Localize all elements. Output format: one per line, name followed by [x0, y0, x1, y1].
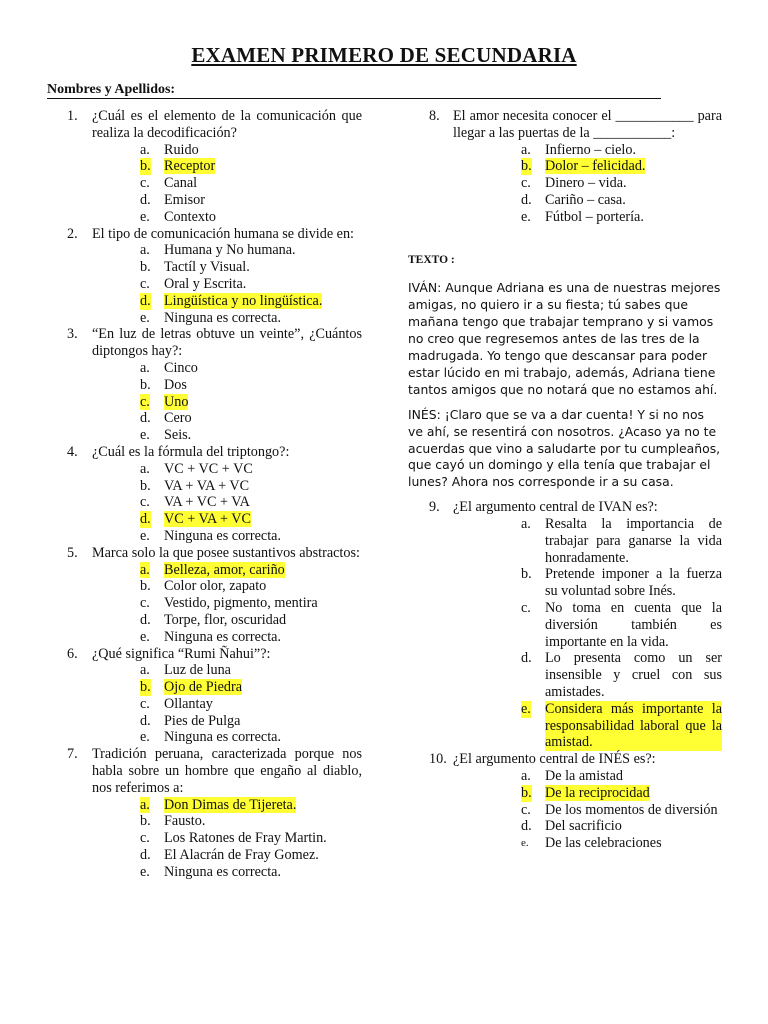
option-letter: d. — [521, 650, 532, 667]
option-text: Ollantay — [164, 695, 213, 712]
option-text: Tactíl y Visual. — [164, 259, 250, 276]
question-number: 10. — [429, 751, 447, 768]
option-text: Vestido, pigmento, mentira — [164, 595, 318, 612]
answer-option — [453, 566, 722, 600]
answer-option — [453, 818, 722, 835]
question-text: ¿El argumento central de INÉS es?: — [453, 751, 656, 768]
option-letter: e. — [140, 427, 150, 444]
highlighted-answer: VC + VA + VC — [164, 511, 251, 528]
option-letter: b. — [140, 477, 151, 494]
question-number: 1. — [67, 108, 78, 124]
question-number: 9. — [429, 499, 440, 516]
answer-option — [92, 461, 362, 478]
texto-label: TEXTO : — [408, 253, 455, 266]
highlighted-answer: Considera más importante la responsabilidad laboral que la amistad. — [545, 700, 722, 751]
highlighted-answer: Don Dimas de Tijereta. — [164, 796, 297, 813]
option-text: Torpe, flor, oscuridad — [164, 611, 287, 628]
question-number: 5. — [67, 544, 78, 561]
option-text: Ninguna es correcta. — [164, 729, 281, 746]
option-text: Ninguna es correcta. — [164, 628, 281, 645]
answer-options — [92, 662, 362, 746]
answer-option — [92, 813, 362, 830]
option-letter: a. — [140, 242, 150, 259]
question-number: 8. — [429, 108, 440, 124]
answer-options — [92, 242, 362, 326]
answer-option — [92, 394, 362, 411]
option-text: Contexto — [164, 208, 217, 225]
option-text: Cariño – casa. — [545, 191, 626, 208]
option-text: Ruido — [164, 141, 199, 158]
option-text: Cero — [164, 410, 192, 427]
answer-option — [92, 528, 362, 545]
answer-options — [453, 142, 722, 226]
question-text: ¿Cuál es el elemento de la comunicación que realiza la decodificación? — [92, 108, 362, 141]
answer-option — [453, 650, 722, 700]
option-letter: a. — [140, 359, 150, 376]
answer-option — [92, 276, 362, 293]
option-text: Infierno – cielo. — [545, 141, 636, 158]
question-text: ¿Cuál es la fórmula del triptongo?: — [92, 443, 290, 460]
option-letter: e. — [521, 837, 529, 850]
answer-option — [92, 192, 362, 209]
answer-option — [92, 310, 362, 327]
option-letter: e. — [140, 863, 150, 880]
option-letter: b. — [140, 578, 151, 595]
option-letter: a. — [140, 561, 150, 578]
option-letter: c. — [140, 494, 150, 511]
highlighted-answer: Lingüística y no lingüística. — [164, 292, 323, 309]
option-text: Ninguna es correcta. — [164, 309, 281, 326]
answer-option — [92, 864, 362, 881]
option-letter: a. — [140, 662, 150, 679]
answer-options — [92, 142, 362, 226]
option-text: Color olor, zapato — [164, 578, 267, 595]
answer-option — [92, 175, 362, 192]
option-letter: a. — [521, 141, 531, 158]
answer-option — [92, 797, 362, 814]
option-letter: c. — [140, 695, 150, 712]
option-letter: d. — [140, 611, 151, 628]
answer-option — [453, 175, 722, 192]
passage-paragraph: IVÁN: Aunque Adriana es una de nuestras mejores amigas, no quiero ir a su fiesta; tú sabes que mañana tengo que trabajar temprano y si vamos no creo que regresemos antes de las tres de la madrugada. Yo tengo que descansar para poder estar lúcido en mi trabajo, además, Adriana tiene tantos amigos que no notará que no estamos ahí. — [408, 280, 721, 397]
question-10 — [408, 751, 722, 852]
option-letter: d. — [140, 191, 151, 208]
answer-option — [92, 360, 362, 377]
highlighted-answer: Dolor – felicidad. — [545, 158, 646, 175]
answer-option — [92, 478, 362, 495]
option-text: Resalta la importancia de trabajar para ganarse la vida honradamente. — [545, 516, 722, 566]
option-letter: a. — [521, 768, 531, 784]
reading-passage — [408, 280, 722, 491]
question-text: ¿El argumento central de IVAN es?: — [453, 499, 658, 516]
highlighted-answer: Belleza, amor, cariño — [164, 561, 285, 578]
option-text: Seis. — [164, 427, 192, 444]
option-letter: c. — [140, 830, 150, 847]
option-letter: b. — [140, 813, 151, 830]
option-text: Fútbol – portería. — [545, 208, 644, 225]
option-text: Humana y No humana. — [164, 242, 296, 259]
answer-option — [92, 142, 362, 159]
option-text: Luz de luna — [164, 662, 231, 679]
answer-option — [453, 209, 722, 226]
option-text: Dos — [164, 376, 187, 393]
option-letter: b. — [140, 376, 151, 393]
option-letter: e. — [521, 208, 531, 225]
answer-option — [92, 629, 362, 646]
option-text: De los momentos de diversión — [545, 801, 718, 818]
option-text: Fausto. — [164, 813, 206, 830]
question-text: El amor necesita conocer el ___________ para llegar a las puertas de la ___________: — [453, 108, 722, 141]
question-4 — [67, 444, 362, 545]
question-3 — [67, 326, 362, 444]
option-letter: b. — [140, 158, 151, 175]
option-letter: b. — [521, 566, 532, 583]
answer-options — [453, 516, 722, 751]
answer-option — [453, 835, 722, 852]
answer-option — [92, 293, 362, 310]
answer-option — [453, 600, 722, 650]
option-letter: a. — [140, 460, 150, 477]
option-letter: a. — [521, 516, 531, 533]
answer-option — [92, 679, 362, 696]
left-column — [67, 108, 362, 881]
answer-option — [453, 701, 722, 751]
answer-option — [92, 847, 362, 864]
option-letter: a. — [140, 796, 150, 813]
highlighted-answer: De la reciprocidad — [545, 784, 650, 801]
option-letter: d. — [140, 511, 151, 528]
question-1 — [67, 108, 362, 226]
answer-option — [92, 259, 362, 276]
option-letter: d. — [140, 712, 151, 729]
question-text: ¿Qué significa “Rumi Ñahui”?: — [92, 645, 271, 662]
answer-option — [453, 158, 722, 175]
option-letter: c. — [140, 275, 150, 292]
answer-option — [92, 242, 362, 259]
option-text: Ninguna es correcta. — [164, 527, 281, 544]
option-text: Del sacrificio — [545, 818, 622, 835]
answer-option — [92, 713, 362, 730]
option-letter: c. — [140, 595, 150, 612]
name-field-line — [47, 81, 661, 99]
answer-options — [92, 360, 362, 444]
question-7 — [67, 746, 362, 880]
option-letter: e. — [140, 208, 150, 225]
option-text: Canal — [164, 175, 198, 192]
highlighted-answer: Ojo de Piedra — [164, 679, 243, 696]
option-text: Emisor — [164, 191, 205, 208]
answer-option — [92, 562, 362, 579]
option-text: Ninguna es correcta. — [164, 863, 281, 880]
answer-option — [453, 802, 722, 819]
option-text: No toma en cuenta que la diversión también es importante en la vida. — [545, 600, 722, 650]
right-column — [408, 108, 722, 852]
option-letter: b. — [140, 259, 151, 276]
answer-option — [92, 511, 362, 528]
option-text: El Alacrán de Fray Gomez. — [164, 847, 319, 864]
option-letter: c. — [521, 801, 531, 818]
option-text: Pretende imponer a la fuerza su voluntad sobre Inés. — [545, 566, 722, 600]
question-number: 3. — [67, 326, 78, 343]
option-text: De las celebraciones — [545, 835, 662, 852]
option-letter: e. — [140, 628, 150, 645]
option-letter: d. — [140, 410, 151, 427]
question-text: Marca solo la que posee sustantivos abstractos: — [92, 544, 360, 561]
answer-option — [92, 377, 362, 394]
option-letter: e. — [521, 700, 531, 717]
option-text: Oral y Escrita. — [164, 275, 247, 292]
question-5 — [67, 545, 362, 646]
answer-option — [92, 595, 362, 612]
question-text: El tipo de comunicación humana se divide en: — [92, 225, 354, 242]
option-letter: c. — [521, 600, 531, 617]
option-letter: d. — [521, 818, 532, 835]
question-2 — [67, 226, 362, 327]
question-text: Tradición peruana, caracterizada porque nos habla sobre un hombre que engaño al diablo, nos referimos a: — [92, 746, 362, 796]
answer-option — [453, 768, 722, 785]
question-number: 7. — [67, 746, 78, 763]
question-number: 2. — [67, 225, 78, 242]
option-letter: d. — [521, 191, 532, 208]
answer-option — [453, 785, 722, 802]
question-number: 6. — [67, 645, 78, 662]
page-title: EXAMEN PRIMERO DE SECUNDARIA — [191, 43, 577, 67]
answer-option — [92, 158, 362, 175]
answer-option — [92, 494, 362, 511]
question-number: 4. — [67, 443, 78, 460]
option-letter: c. — [140, 175, 150, 192]
answer-option — [92, 578, 362, 595]
option-letter: d. — [140, 292, 151, 309]
option-text: Lo presenta como un ser insensible y cruel con sus amistades. — [545, 650, 722, 701]
option-text: Cinco — [164, 359, 198, 376]
name-label: Nombres y Apellidos: — [47, 82, 176, 97]
option-letter: e. — [140, 309, 150, 326]
answer-option — [92, 410, 362, 427]
option-text: VC + VC + VC — [164, 460, 253, 477]
answer-option — [92, 209, 362, 226]
answer-option — [92, 696, 362, 713]
answer-option — [92, 729, 362, 746]
option-letter: c. — [140, 393, 150, 410]
highlighted-answer: Receptor — [164, 158, 216, 175]
option-letter: d. — [140, 847, 151, 864]
option-letter: a. — [140, 141, 150, 158]
answer-option — [92, 662, 362, 679]
question-9 — [408, 499, 722, 751]
option-letter: b. — [521, 784, 532, 801]
answer-option — [453, 516, 722, 566]
option-text: Pies de Pulga — [164, 712, 241, 729]
option-letter: e. — [140, 729, 150, 746]
option-text: VA + VC + VA — [164, 494, 250, 511]
option-text: De la amistad — [545, 768, 624, 784]
answer-options — [453, 768, 722, 852]
question-6 — [67, 646, 362, 747]
question-8 — [408, 108, 722, 226]
option-text: Dinero – vida. — [545, 175, 627, 192]
answer-option — [92, 612, 362, 629]
passage-paragraph: INÉS: ¡Claro que se va a dar cuenta! Y si no nos ve ahí, se resentirá con nosotros. ¿Acaso ya no te acuerdas que vino a saludarte por tu cumpleaños, que cayó un domingo y ella tenía que trabajar el lunes? Ahora nos corresponde ir a su casa. — [408, 406, 721, 490]
option-text: Los Ratones de Fray Martin. — [164, 830, 327, 847]
highlighted-answer: Uno — [164, 393, 189, 410]
option-letter: c. — [521, 175, 531, 192]
answer-options — [92, 461, 362, 545]
answer-option — [92, 427, 362, 444]
answer-options — [92, 562, 362, 646]
answer-options — [92, 797, 362, 881]
option-letter: b. — [521, 158, 532, 175]
answer-option — [453, 192, 722, 209]
question-text: “En luz de letras obtuve un veinte”, ¿Cuántos diptongos hay?: — [92, 326, 362, 360]
option-letter: e. — [140, 527, 150, 544]
answer-option — [92, 830, 362, 847]
option-letter: b. — [140, 679, 151, 696]
answer-option — [453, 142, 722, 159]
option-text: VA + VA + VC — [164, 477, 250, 494]
